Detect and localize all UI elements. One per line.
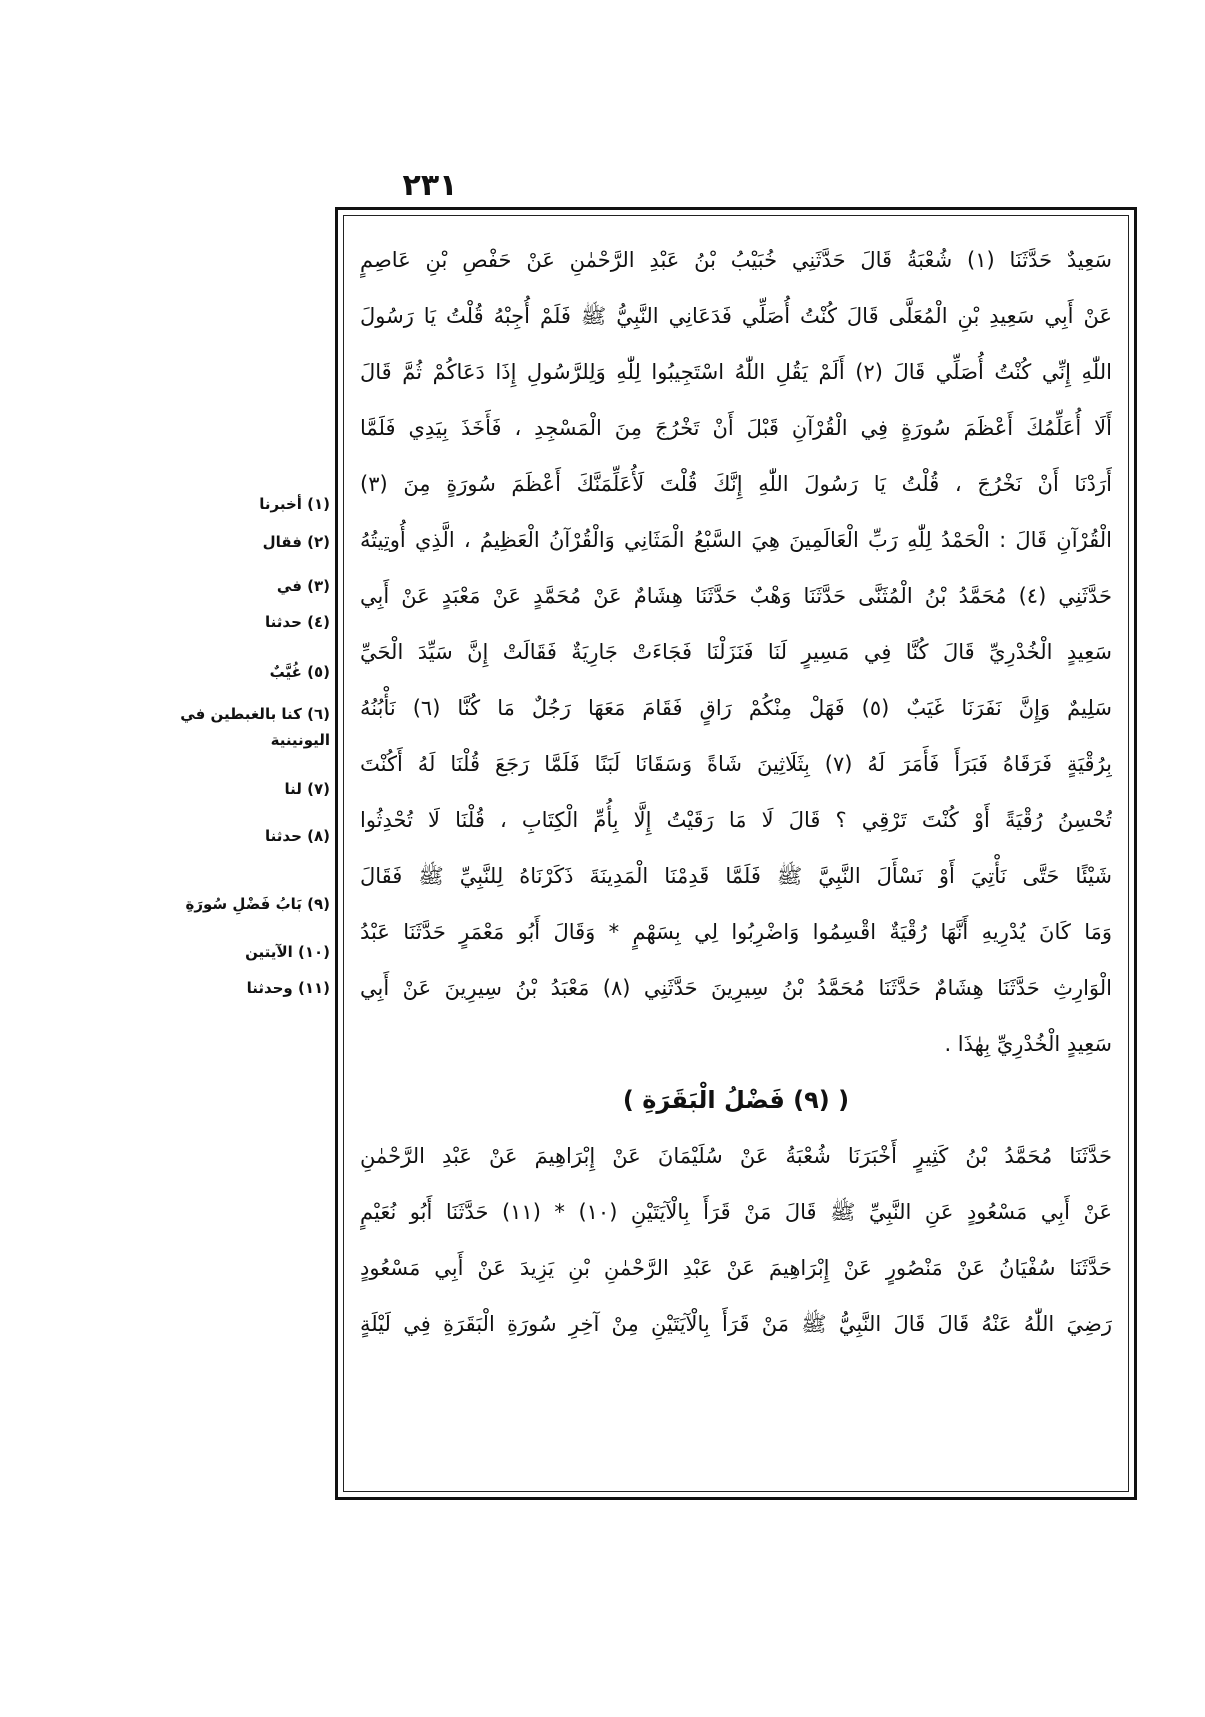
footnote: (٩) بَابُ فَضْلِ سُورَةِ <box>185 895 330 913</box>
footnote: (١) أخبرنا <box>259 495 330 513</box>
footnote: (٦) كنا بالغبطين في <box>180 705 330 723</box>
text-line: اللّٰهِ إِنِّي كُنْتُ أُصَلِّي قَالَ (٢) أَلَمْ يَقُلِ اللّٰهُ اسْتَجِيبُوا لِلّٰهِ وَلِلرَّسُولِ إِذَا دَعَاكُمْ ثُمَّ قَالَ <box>360 360 1112 384</box>
footnote: (٧) لنا <box>284 780 330 798</box>
text-line: تُحْسِنُ رُقْيَةً أَوْ كُنْتَ تَرْقِي ؟ قَالَ لَا مَا رَقَيْتُ إِلَّا بِأُمِّ الْكِتَابِ ، قُلْنَا لَا تُحْدِثُوا <box>360 808 1112 832</box>
footnote: (١١) وحدثنا <box>246 979 330 997</box>
footnote: (٤) حدثنا <box>265 613 330 631</box>
footnote-continuation: اليونينية <box>270 731 330 749</box>
section-heading: ( (٩) فَضْلُ الْبَقَرَةِ ) <box>622 1086 850 1114</box>
text-line: حَدَّثَنَا سُفْيَانُ عَنْ مَنْصُورٍ عَنْ إِبْرَاهِيمَ عَنْ عَبْدِ الرَّحْمٰنِ بْنِ يَزِيدَ عَنْ أَبِي مَسْعُودٍ <box>360 1256 1112 1280</box>
text-line: عَنْ أَبِي سَعِيدِ بْنِ الْمُعَلَّى قَالَ كُنْتُ أُصَلِّي فَدَعَانِي النَّبِيُّ ﷺ فَلَمْ أُجِبْهُ قُلْتُ يَا رَسُولَ <box>360 304 1112 328</box>
footnote: (٥) غُيَّبٌ <box>269 663 330 681</box>
text-line: أَلَا أُعَلِّمُكَ أَعْظَمَ سُورَةٍ فِي الْقُرْآنِ قَبْلَ أَنْ تَخْرُجَ مِنَ الْمَسْجِدِ ، فَأَخَذَ بِيَدِي فَلَمَّا <box>360 416 1112 440</box>
main-text <box>360 232 1112 1352</box>
text-line: سَلِيمٌ وَإِنَّ نَفَرَنَا غَيَبٌ (٥) فَهَلْ مِنْكُمْ رَاقٍ فَقَامَ مَعَهَا رَجُلٌ مَا كُنَّا (٦) نَأْبُنُهُ <box>360 696 1112 720</box>
text-line: الْقُرْآنِ قَالَ : الْحَمْدُ لِلّٰهِ رَبِّ الْعَالَمِينَ هِيَ السَّبْعُ الْمَثَانِي وَالْقُرْآنُ الْعَظِيمُ ، الَّذِي أُوتِيتُهُ <box>360 528 1112 552</box>
text-line: حَدَّثَنِي (٤) مُحَمَّدُ بْنُ الْمُثَنَّى حَدَّثَنَا وَهْبٌ حَدَّثَنَا هِشَامٌ عَنْ مُحَمَّدٍ عَنْ مَعْبَدٍ عَنْ أَبِي <box>360 584 1112 608</box>
text-line: سَعِيدٍ الْخُدْرِيِّ قَالَ كُنَّا فِي مَسِيرٍ لَنَا فَنَزَلْنَا فَجَاءَتْ جَارِيَةٌ فَقَالَتْ إِنَّ سَيِّدَ الْحَيِّ <box>360 640 1112 664</box>
footnote: (٣) في <box>276 577 330 595</box>
text-line: شَيْئًا حَتَّى نَأْتِيَ أَوْ نَسْأَلَ النَّبِيَّ ﷺ فَلَمَّا قَدِمْنَا الْمَدِينَةَ ذَكَرْنَاهُ لِلنَّبِيِّ ﷺ فَقَالَ <box>360 864 1112 888</box>
text-line: حَدَّثَنَا مُحَمَّدُ بْنُ كَثِيرٍ أَخْبَرَنَا شُعْبَةُ عَنْ سُلَيْمَانَ عَنْ إِبْرَاهِيمَ عَنْ عَبْدِ الرَّحْمٰنِ <box>360 1144 1112 1168</box>
text-line: سَعِيدٌ حَدَّثَنَا (١) شُعْبَةُ قَالَ حَدَّثَنِي خُبَيْبُ بْنُ عَبْدِ الرَّحْمٰنِ عَنْ حَفْصِ بْنِ عَاصِمٍ <box>360 248 1112 272</box>
text-line: بِرُقْيَةٍ فَرَقَاهُ فَبَرَأَ فَأَمَرَ لَهُ (٧) بِثَلَاثِينَ شَاةً وَسَقَانَا لَبَنًا فَلَمَّا رَجَعَ قُلْنَا لَهُ أَكُنْتَ <box>360 752 1112 776</box>
text-line: الْوَارِثِ حَدَّثَنَا هِشَامٌ حَدَّثَنَا مُحَمَّدُ بْنُ سِيرِينَ حَدَّثَنِي (٨) مَعْبَدُ بْنُ سِيرِينَ عَنْ أَبِي <box>360 976 1112 1000</box>
footnote: (٢) فقال <box>262 533 330 551</box>
page-number: ٢٣١ <box>402 168 458 203</box>
text-line: رَضِيَ اللّٰهُ عَنْهُ قَالَ قَالَ النَّبِيُّ ﷺ مَنْ قَرَأَ بِالْآيَتَيْنِ مِنْ آخِرِ سُورَةِ الْبَقَرَةِ فِي لَيْلَةٍ <box>360 1312 1112 1336</box>
text-line: أَرَدْنَا أَنْ نَخْرُجَ ، قُلْتُ يَا رَسُولَ اللّٰهِ إِنَّكَ قُلْتَ لَأُعَلِّمَنَّكَ أَعْظَمَ سُورَةٍ مِنَ (٣) <box>360 472 1112 496</box>
footnote: (٨) حدثنا <box>265 827 330 845</box>
text-line: سَعِيدٍ الْخُدْرِيِّ بِهٰذَا . <box>944 1032 1112 1056</box>
text-line: عَنْ أَبِي مَسْعُودٍ عَنِ النَّبِيِّ ﷺ قَالَ مَنْ قَرَأَ بِالْآيَتَيْنِ (١٠) * (١١) حَدَّثَنَا أَبُو نُعَيْمٍ <box>360 1200 1112 1224</box>
footnote: (١٠) الآيتين <box>245 943 330 961</box>
text-line: وَمَا كَانَ يُدْرِيهِ أَنَّهَا رُقْيَةٌ اقْسِمُوا وَاضْرِبُوا لِي بِسَهْمٍ * وَقَالَ أَبُو مَعْمَرٍ حَدَّثَنَا عَبْدُ <box>360 920 1112 944</box>
